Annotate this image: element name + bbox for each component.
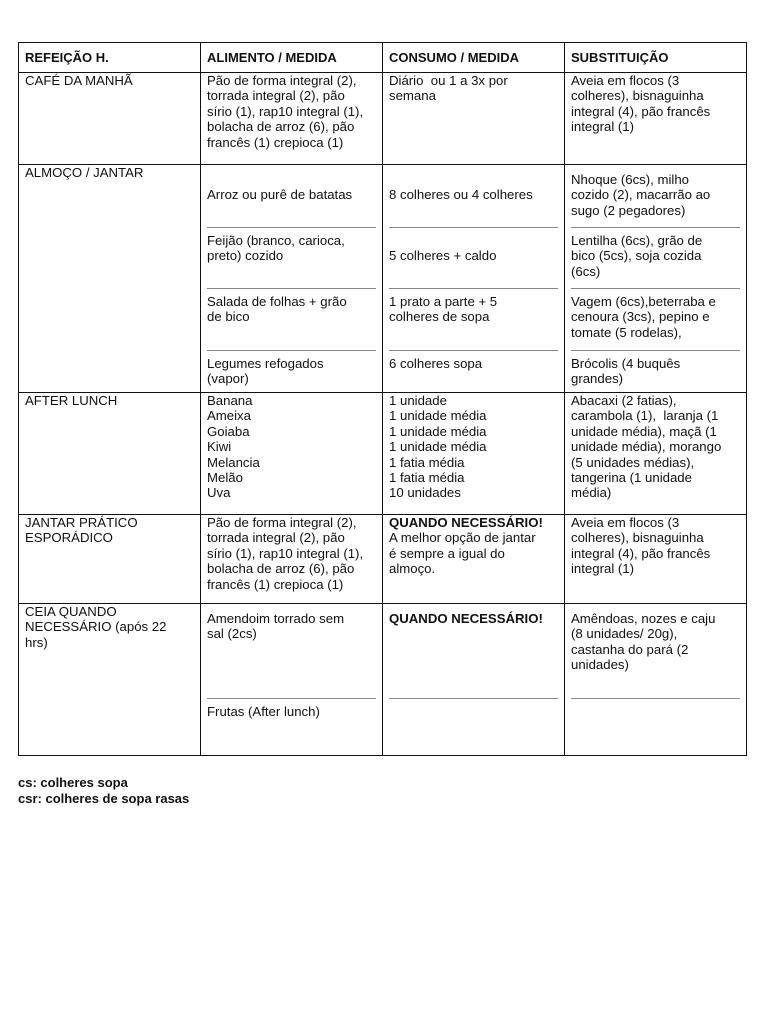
text-line: de bico <box>207 309 250 325</box>
text-line: Legumes refogados <box>207 356 324 371</box>
divider <box>571 227 740 228</box>
divider <box>389 227 558 228</box>
text-line: 6 colheres sopa <box>389 356 483 371</box>
meal-name <box>19 604 201 756</box>
text-line: tangerina (1 unidade <box>571 470 692 486</box>
text-line: francês (1) crepioca (1) <box>207 134 344 150</box>
text-line: unidades) <box>571 657 629 673</box>
text-line: sírio (1), rap10 integral (1), <box>207 545 364 561</box>
text-line: integral (4), pão francês <box>571 103 711 119</box>
divider <box>207 227 376 228</box>
text-line: 5 colheres + caldo <box>389 248 497 263</box>
legend-cs: cs: colheres sopa <box>18 775 128 790</box>
header-alimento: ALIMENTO / MEDIDA <box>201 43 383 73</box>
meal-label: AFTER LUNCH <box>25 393 118 408</box>
text-line: bolacha de arroz (6), pão <box>207 119 355 135</box>
text-line: Uva <box>207 485 231 501</box>
abbreviation-legend <box>18 775 189 807</box>
substituicao-cell <box>565 604 747 756</box>
text-line: Frutas (After lunch) <box>207 704 320 719</box>
table-row <box>19 393 747 515</box>
meal-label: JANTAR PRÁTICO <box>25 515 138 530</box>
text-line: Banana <box>207 393 253 408</box>
consumo-cell <box>383 73 565 165</box>
alimento-cell <box>201 604 383 756</box>
text-line: Amendoim torrado sem <box>207 611 345 626</box>
text-line: unidade média), morango <box>571 439 722 455</box>
text-line: bico (5cs), soja cozida <box>571 248 702 264</box>
text-line: Lentilha (6cs), grão de <box>571 233 703 248</box>
meal-name <box>19 393 201 515</box>
substituicao-cell <box>565 165 747 393</box>
text-line: colheres de sopa <box>389 309 490 325</box>
divider <box>389 350 558 351</box>
table-header-row <box>19 43 747 73</box>
text-line: 1 prato a parte + 5 <box>389 294 498 309</box>
text-line: cenoura (3cs), pepino e <box>571 309 710 325</box>
table-row <box>19 165 747 393</box>
text-line: (8 unidades/ 20g), <box>571 626 678 642</box>
text-line: preto) cozido <box>207 248 284 264</box>
table-row <box>19 515 747 604</box>
consumo-cell <box>383 393 565 515</box>
consumo-cell <box>383 604 565 756</box>
substituicao-cell <box>565 393 747 515</box>
meal-name <box>19 73 201 165</box>
text-line: Nhoque (6cs), milho <box>571 172 690 187</box>
table-row <box>19 604 747 756</box>
divider <box>207 350 376 351</box>
divider <box>571 288 740 289</box>
divider <box>571 698 740 699</box>
text-line: carambola (1), laranja (1 <box>571 408 719 424</box>
substituicao-cell <box>565 515 747 604</box>
legend-csr: csr: colheres de sopa rasas <box>18 791 190 806</box>
meal-label: ESPORÁDICO <box>25 530 113 546</box>
text-line: Vagem (6cs),beterraba e <box>571 294 716 309</box>
text-line: Melão <box>207 470 243 486</box>
text-line: Feijão (branco, carioca, <box>207 233 345 248</box>
text-line: é sempre a igual do <box>389 545 505 561</box>
meal-name <box>19 165 201 393</box>
text-line: bolacha de arroz (6), pão <box>207 561 355 577</box>
text-line: Diário ou 1 a 3x por <box>389 73 508 88</box>
text-line: integral (4), pão francês <box>571 545 711 561</box>
divider <box>207 698 376 699</box>
text-line: Aveia em flocos (3 <box>571 73 680 88</box>
text-line: 10 unidades <box>389 485 461 501</box>
text-line: média) <box>571 485 612 501</box>
header-refeicao: REFEIÇÃO H. <box>19 43 201 73</box>
meal-label: CAFÉ DA MANHÃ <box>25 73 133 88</box>
substituicao-cell <box>565 73 747 165</box>
meal-label: hrs) <box>25 634 48 650</box>
text-line: colheres), bisnaguinha <box>571 88 704 104</box>
text-line: Kiwi <box>207 439 232 455</box>
text-line: Salada de folhas + grão <box>207 294 347 309</box>
text-line: 1 fatia média <box>389 454 465 470</box>
text-line: (5 unidades médias), <box>571 454 695 470</box>
header-substituicao: SUBSTITUIÇÃO <box>565 43 747 73</box>
alimento-cell <box>201 165 383 393</box>
text-line: (6cs) <box>571 263 601 279</box>
text-line: Brócolis (4 buquês <box>571 356 681 371</box>
text-line: Melancia <box>207 454 260 470</box>
alimento-cell <box>201 73 383 165</box>
text-line: Abacaxi (2 fatias), <box>571 393 677 408</box>
meal-label: CEIA QUANDO <box>25 604 117 619</box>
text-line: colheres), bisnaguinha <box>571 530 704 546</box>
alimento-cell <box>201 515 383 604</box>
text-line: sugo (2 pegadores) <box>571 202 686 218</box>
text-line: grandes) <box>571 371 624 387</box>
when-needed-label: QUANDO NECESSÁRIO! <box>389 515 543 530</box>
text-line: A melhor opção de jantar <box>389 530 536 546</box>
text-line: integral (1) <box>571 561 635 577</box>
meal-plan-table <box>18 42 747 756</box>
text-line: 1 unidade média <box>389 423 487 439</box>
header-consumo: CONSUMO / MEDIDA <box>383 43 565 73</box>
text-line: almoço. <box>389 561 436 577</box>
text-line: Amêndoas, nozes e caju <box>571 611 716 626</box>
text-line: torrada integral (2), pão <box>207 88 345 104</box>
divider <box>571 350 740 351</box>
text-line: unidade média), maçã (1 <box>571 423 717 439</box>
text-line: semana <box>389 88 436 104</box>
meal-label: ALMOÇO / JANTAR <box>25 165 144 180</box>
text-line: 1 fatia média <box>389 470 465 486</box>
divider <box>389 698 558 699</box>
meal-name <box>19 515 201 604</box>
text-line: Goiaba <box>207 423 250 439</box>
text-line: tomate (5 rodelas), <box>571 324 682 340</box>
text-line: 1 unidade média <box>389 439 487 455</box>
divider <box>207 288 376 289</box>
text-line: integral (1) <box>571 119 635 135</box>
table-row <box>19 73 747 165</box>
text-line: cozido (2), macarrão ao <box>571 187 711 203</box>
text-line: Aveia em flocos (3 <box>571 515 680 530</box>
text-line: Ameixa <box>207 408 251 424</box>
text-line: 1 unidade média <box>389 408 487 424</box>
consumo-cell <box>383 515 565 604</box>
when-needed-label: QUANDO NECESSÁRIO! <box>389 611 543 626</box>
consumo-cell <box>383 165 565 393</box>
alimento-cell <box>201 393 383 515</box>
text-line: Arroz ou purê de batatas <box>207 187 353 202</box>
text-line: torrada integral (2), pão <box>207 530 345 546</box>
text-line: sal (2cs) <box>207 626 257 642</box>
divider <box>389 288 558 289</box>
meal-label: NECESSÁRIO (após 22 <box>25 619 167 635</box>
text-line: Pão de forma integral (2), <box>207 515 357 530</box>
text-line: castanha do pará (2 <box>571 641 689 657</box>
text-line: 8 colheres ou 4 colheres <box>389 187 533 202</box>
text-line: francês (1) crepioca (1) <box>207 576 344 592</box>
text-line: 1 unidade <box>389 393 447 408</box>
text-line: (vapor) <box>207 371 249 387</box>
text-line: sírio (1), rap10 integral (1), <box>207 103 364 119</box>
text-line: Pão de forma integral (2), <box>207 73 357 88</box>
